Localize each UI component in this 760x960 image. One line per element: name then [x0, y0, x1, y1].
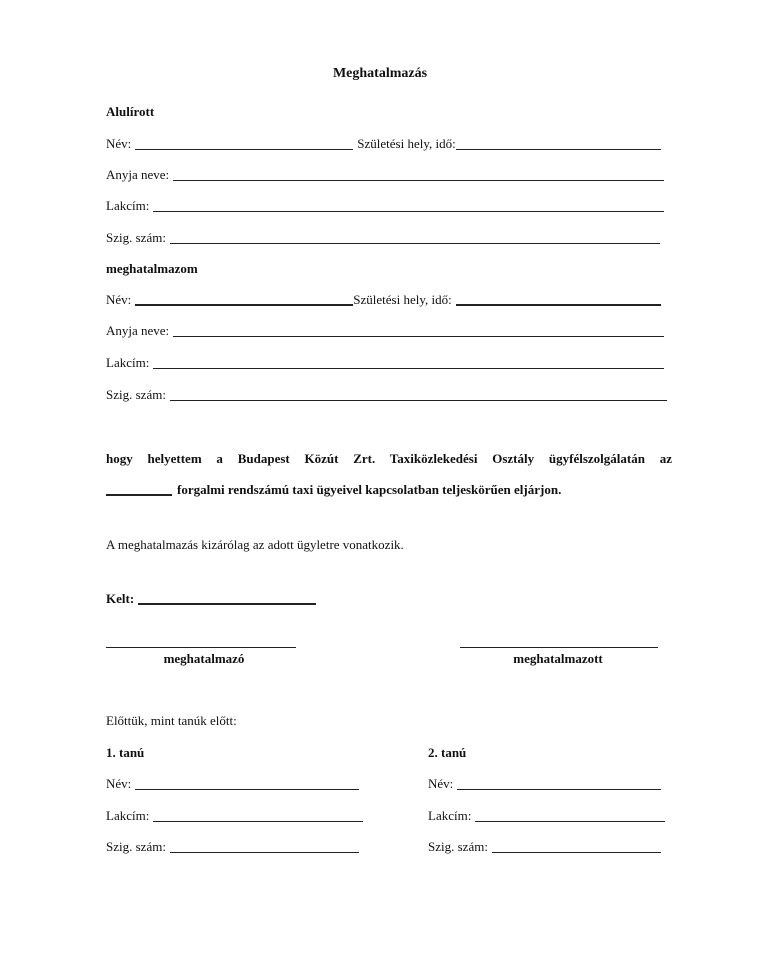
signature-line-agent[interactable]: [460, 647, 658, 648]
witness-2-address-label: Lakcím:: [428, 808, 472, 823]
witness-1-id-label: Szig. szám:: [106, 839, 166, 854]
principal-address-label: Lakcím:: [106, 198, 150, 213]
agent-birth-field[interactable]: [456, 292, 661, 306]
agent-birth-label: Születési hely, idő:: [353, 292, 452, 307]
witness-1-address-field[interactable]: [153, 809, 363, 822]
principal-address-row: [106, 198, 664, 214]
plate-number-field[interactable]: [106, 482, 172, 496]
witness-2-name-field[interactable]: [457, 777, 661, 790]
principal-birth-field[interactable]: [456, 137, 661, 150]
agent-mother-label: Anyja neve:: [106, 323, 170, 338]
witness-2-id-row: [428, 839, 661, 855]
scope-note: A meghatalmazás kizárólag az adott ügyletre vonatkozik.: [106, 537, 404, 552]
signature-label-principal: meghatalmazó: [163, 651, 245, 666]
principal-heading: Alulírott: [106, 104, 155, 119]
agent-name-label: Név:: [106, 292, 132, 307]
signature-line-principal[interactable]: [106, 647, 296, 648]
witness-1-name-label: Név:: [106, 776, 132, 791]
principal-mother-row: [106, 167, 664, 183]
witness-2-address-field[interactable]: [475, 809, 665, 822]
agent-name-row: [106, 292, 661, 308]
date-row: [106, 591, 316, 607]
witness-2-id-field[interactable]: [492, 840, 661, 853]
witness-1-address-label: Lakcím:: [106, 808, 150, 823]
principal-id-row: [106, 230, 660, 246]
principal-name-label: Név:: [106, 136, 132, 151]
purpose-line-2: forgalmi rendszámú taxi ügyeivel kapcsolatban teljeskörűen eljárjon.: [177, 482, 562, 497]
principal-mother-label: Anyja neve:: [106, 167, 170, 182]
principal-name-row: [106, 136, 661, 152]
agent-id-row: [106, 387, 667, 403]
agent-name-field[interactable]: [135, 292, 353, 306]
witness-2-name-row: [428, 776, 661, 792]
witness-1-heading: 1. tanú: [106, 745, 145, 760]
witness-1-name-row: [106, 776, 359, 792]
witness-1-address-row: [106, 808, 363, 824]
witness-2-id-label: Szig. szám:: [428, 839, 488, 854]
witness-2-address-row: [428, 808, 665, 824]
agent-id-field[interactable]: [170, 388, 667, 401]
agent-mother-row: [106, 323, 664, 339]
principal-id-label: Szig. szám:: [106, 230, 166, 245]
agent-address-row: [106, 355, 664, 371]
date-label: Kelt:: [106, 591, 135, 606]
agent-address-label: Lakcím:: [106, 355, 150, 370]
principal-id-field[interactable]: [170, 231, 660, 244]
witness-1-id-row: [106, 839, 359, 855]
principal-birth-label: Születési hely, idő:: [357, 136, 456, 151]
agent-id-label: Szig. szám:: [106, 387, 166, 402]
agent-mother-field[interactable]: [173, 324, 664, 337]
purpose-line-1: hogy helyettem a Budapest Közút Zrt. Taxiközlekedési Osztály ügyfélszolgálatán az: [106, 451, 672, 466]
witness-2-heading: 2. tanú: [428, 745, 467, 760]
witness-1-id-field[interactable]: [170, 840, 359, 853]
witness-1-name-field[interactable]: [135, 777, 359, 790]
principal-mother-field[interactable]: [173, 168, 664, 181]
agent-address-field[interactable]: [153, 356, 664, 369]
document-title: Meghatalmazás: [332, 66, 428, 81]
agent-heading: meghatalmazom: [106, 261, 198, 276]
purpose-line-2-row: [106, 482, 561, 498]
witness-2-name-label: Név:: [428, 776, 454, 791]
principal-address-field[interactable]: [153, 199, 664, 212]
principal-name-field[interactable]: [135, 137, 353, 150]
date-field[interactable]: [138, 591, 316, 605]
signature-label-agent: meghatalmazott: [513, 651, 603, 666]
witness-intro: Előttük, mint tanúk előtt:: [106, 713, 237, 728]
